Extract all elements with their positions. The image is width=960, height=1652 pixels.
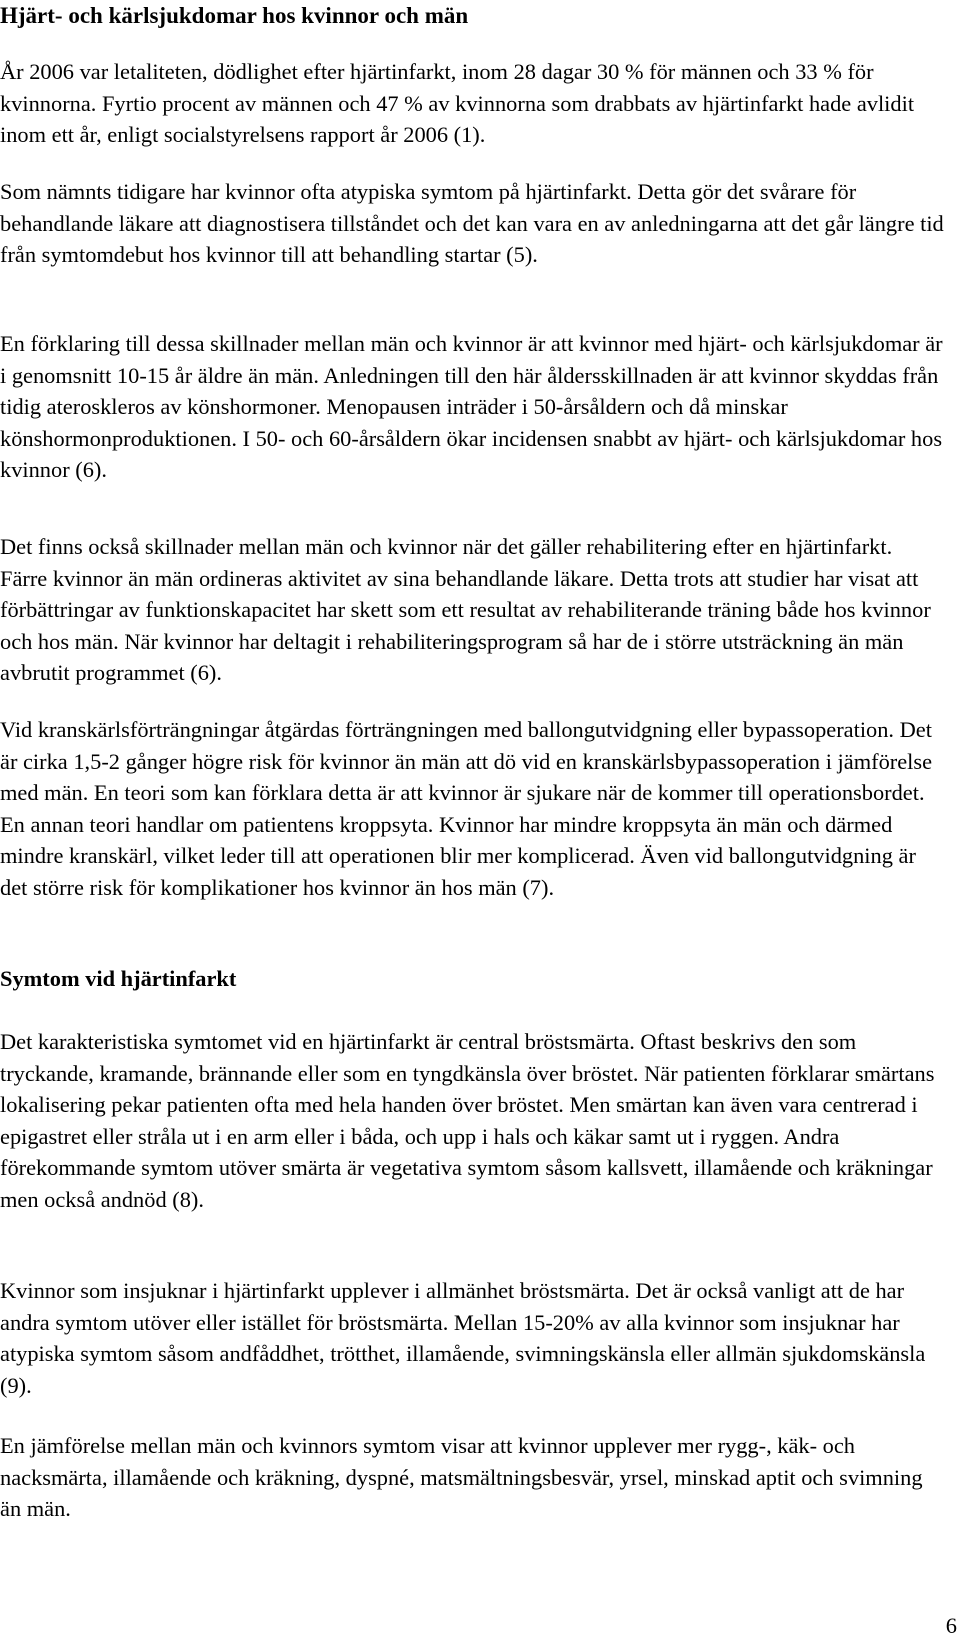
paragraph-chest-pain: Det karakteristiska symtomet vid en hjärtinfarkt är central bröstsmärta. Oftast beskrivs den som tryckande, kramande, brännande eller som en tyngdkänsla över bröstet. När patienten förklarar smärtans lokalisering pekar patienten ofta med hela handen över bröstet. Men smärtan kan även vara centrerad i epigastret eller stråla ut i en arm eller i båda, och upp i hals och käkar samt ut i ryggen. Andra förekommande symtom utöver smärta är vegetativa symtom såsom kallsvett, illamående och kräkningar men också andnöd (8). — [0, 1029, 935, 1212]
paragraph-atypical-symptoms: Som nämnts tidigare har kvinnor ofta atypiska symtom på hjärtinfarkt. Detta gör det svårare för behandlande läkare att diagnostisera tillståndet och det kan vara en av anledningarna att det går längre tid från symtomdebut hos kvinnor till att behandling startar (5). — [0, 179, 944, 267]
paragraph-women-symptoms: Kvinnor som insjuknar i hjärtinfarkt upplever i allmänhet bröstsmärta. Det är också vanligt att de har andra symtom utöver eller istället för bröstsmärta. Mellan 15-20% av alla kvinnor som insjuknar har atypiska symtom såsom andfåddhet, trötthet, illamående, svimningskänsla eller allmän sjukdomskänsla (9). — [0, 1278, 926, 1398]
paragraph-comparison: En jämförelse mellan män och kvinnors symtom visar att kvinnor upplever mer rygg-, käk- och nacksmärta, illamående och kräkning, dyspné, matsmältningsbesvär, yrsel, minskad aptit och svimning än män. — [0, 1433, 923, 1521]
page-number: 6 — [945, 1613, 957, 1638]
paragraph-age-difference: En förklaring till dessa skillnader mellan män och kvinnor är att kvinnor med hjärt- och kärlsjukdomar är i genomsnitt 10-15 år äldre än män. Anledningen till den här åldersskillnaden är att kvinnor skyddas från tidig ateroskleros av könshormoner. Menopausen inträder i 50-årsåldern och då minskar könshormonproduktionen. I 50- och 60-årsåldern ökar incidensen snabbt av hjärt- och kärlsjukdomar hos kvinnor (6). — [0, 331, 943, 482]
paragraph-bypass-risk: Vid kranskärlsförträngningar åtgärdas förträngningen med ballongutvidgning eller bypassoperation. Det är cirka 1,5-2 gånger högre risk för kvinnor än män att dö vid en kranskärlsbypassoperation i jämförelse med män. En teori som kan förklara detta är att kvinnor är sjukare när de kommer till operationsbordet. En annan teori handlar om patientens kroppsyta. Kvinnor har mindre kroppsyta än män och därmed mindre kranskärl, vilket leder till att operationen blir mer komplicerad. Även vid ballongutvidgning är det större risk för komplikationer hos kvinnor än hos män (7). — [0, 717, 933, 900]
section-heading-symptoms: Symtom vid hjärtinfarkt — [0, 966, 237, 991]
paragraph-letality: År 2006 var letaliteten, dödlighet efter hjärtinfarkt, inom 28 dagar 30 % för männen och 33 % för kvinnorna. Fyrtio procent av männen och 47 % av kvinnorna som drabbats av hjärtinfarkt hade avlidit inom ett år, enligt socialstyrelsens rapport år 2006 (1). — [0, 59, 915, 147]
paragraph-rehabilitation: Det finns också skillnader mellan män och kvinnor när det gäller rehabilitering efter en hjärtinfarkt. Färre kvinnor än män ordineras aktivitet av sina behandlande läkare. Detta trots att studier har visat att förbättringar av funktionskapacitet har skett som ett resultat av rehabiliterande träning både hos kvinnor och hos män. När kvinnor har deltagit i rehabiliteringsprogram så har de i större utsträckning än män avbrutit programmet (6). — [0, 534, 931, 685]
page-title: Hjärt- och kärlsjukdomar hos kvinnor och män — [0, 3, 469, 28]
